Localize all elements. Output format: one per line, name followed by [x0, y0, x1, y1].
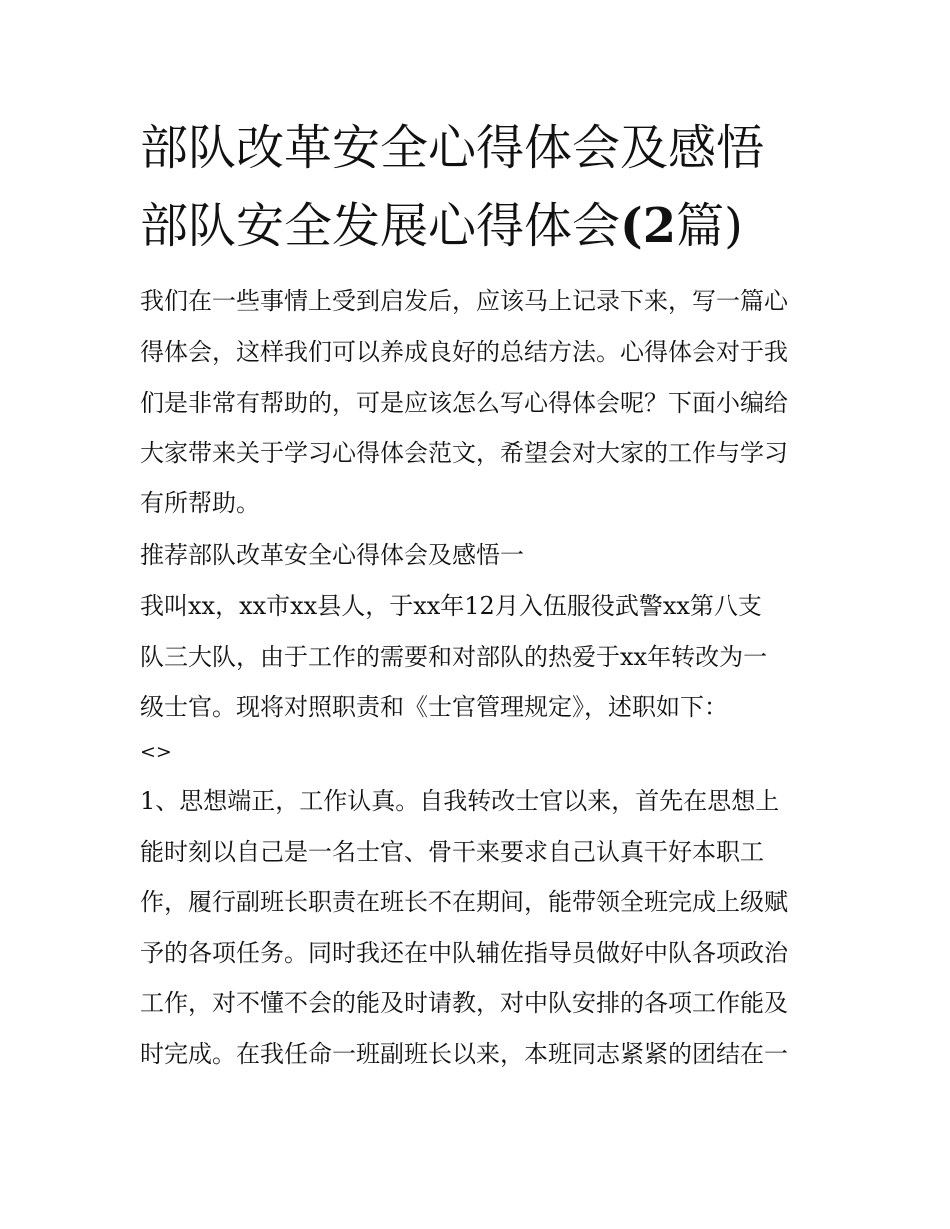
point-line: 能时刻以自己是一名士官、骨干来要求自己认真干好本职工	[140, 838, 764, 866]
title-text: 部队安全发展心得体会	[140, 198, 621, 254]
bio-line: 队三大队，由于工作的需要和对部队的热爱于xx年转改为一	[140, 643, 768, 671]
bio-line: 级士官。现将对照职责和《士官管理规定》，述职如下：	[140, 693, 728, 721]
point-line: 时完成。在我任命一班副班长以来，本班同志紧紧的团结在一	[140, 1040, 788, 1068]
intro-line: 大家带来关于学习心得体会范文，希望会对大家的工作与学习	[140, 439, 788, 467]
document-title-line-2	[140, 196, 820, 256]
point-line: 1、思想端正，工作认真。自我转改士官以来，首先在思想上	[140, 787, 780, 815]
title-count: (2	[620, 198, 677, 254]
point-line: 作，履行副班长职责在班长不在期间，能带领全班完成上级赋	[140, 888, 788, 916]
intro-line: 们是非常有帮助的，可是应该怎么写心得体会呢？下面小编给	[140, 389, 788, 417]
document-title-line-1: 部队改革安全心得体会及感悟	[140, 120, 765, 176]
title-tail: 篇)	[676, 198, 743, 254]
intro-line: 得体会，这样我们可以养成良好的总结方法。心得体会对于我	[140, 338, 788, 366]
intro-line: 有所帮助。	[140, 489, 260, 517]
intro-line: 我们在一些事情上受到启发后，应该马上记录下来，写一篇心	[140, 287, 788, 315]
section-heading: 推荐部队改革安全心得体会及感悟一	[140, 541, 524, 569]
content-marker: <>	[140, 741, 172, 763]
point-line: 予的各项任务。同时我还在中队辅佐指导员做好中队各项政治	[140, 939, 788, 967]
bio-line: 我叫xx，xx市xx县人，于xx年12月入伍服役武警xx第八支	[140, 592, 762, 620]
point-line: 工作，对不懂不会的能及时请教，对中队安排的各项工作能及	[140, 989, 788, 1017]
